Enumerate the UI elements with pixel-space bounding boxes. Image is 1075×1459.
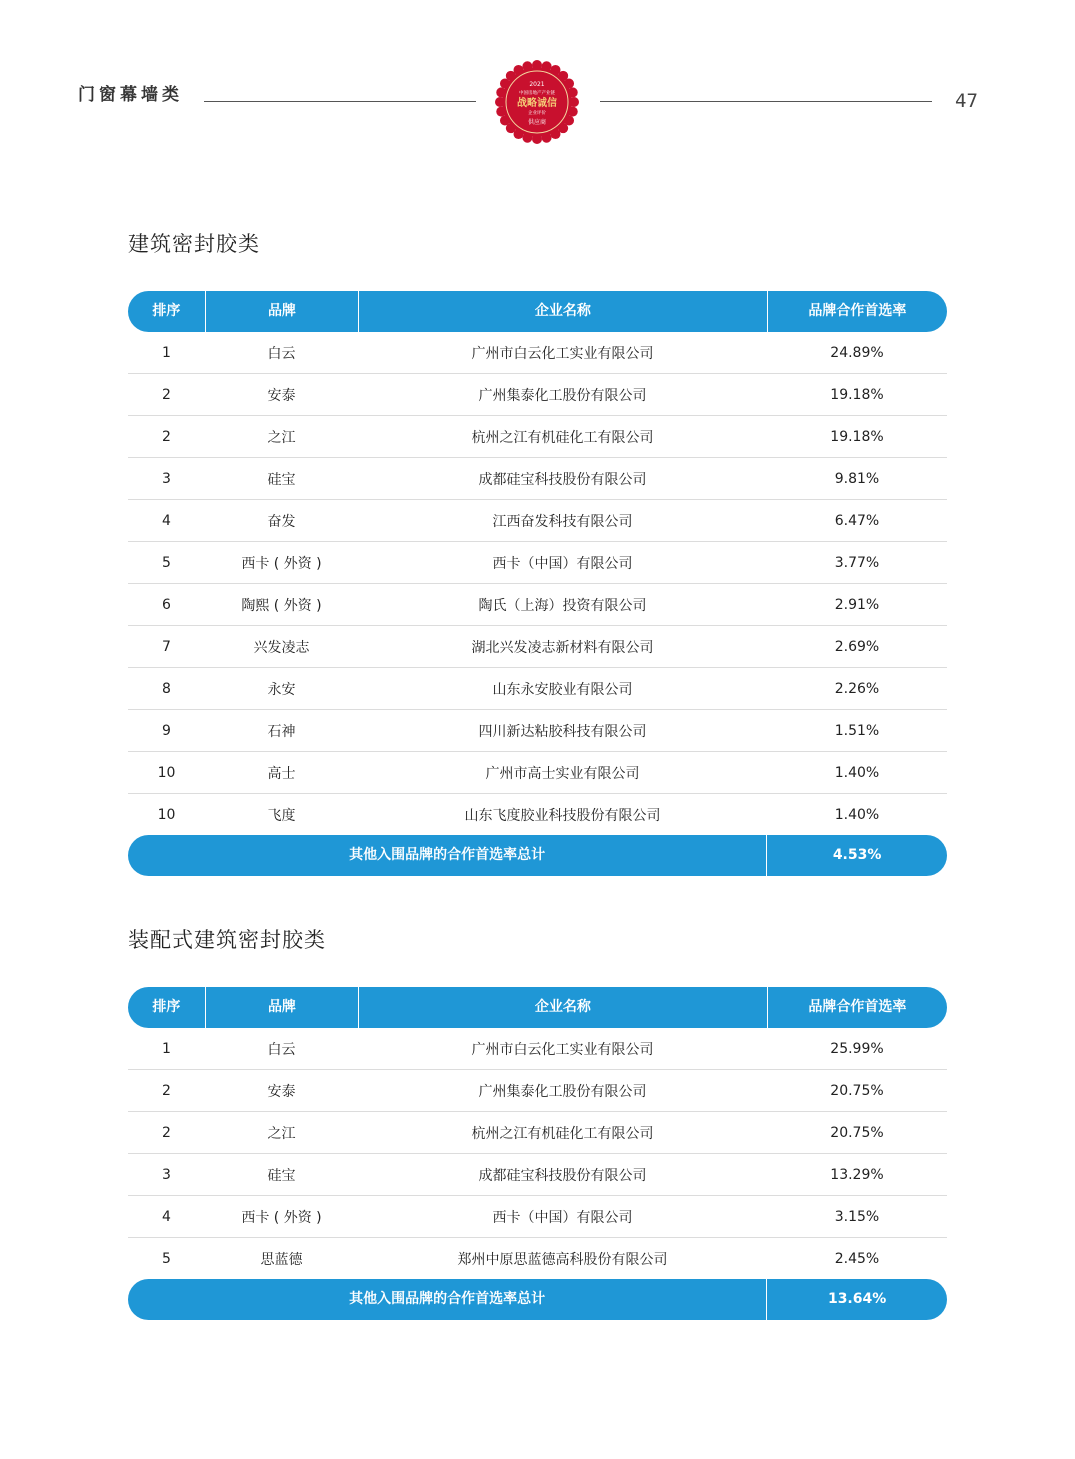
table-row	[128, 332, 947, 374]
rank-cell: 4	[162, 1208, 171, 1225]
company-cell: 山东飞度胶业科技股份有限公司	[464, 807, 661, 824]
footer-value: 4.53%	[832, 847, 882, 863]
seal-logo	[495, 60, 579, 144]
header-brand: 品牌	[206, 987, 359, 1028]
seal-year: 2021	[529, 81, 545, 88]
company-cell: 广州集泰化工股份有限公司	[478, 387, 647, 404]
brand-cell: 飞度	[267, 807, 296, 824]
brand-cell: 之江	[267, 429, 296, 446]
rate-cell: 3.77%	[834, 554, 880, 571]
rate-cell: 20.75%	[830, 1124, 884, 1141]
brand-cell: 兴发凌志	[253, 639, 310, 656]
section2-body	[128, 1028, 947, 1279]
rate-cell: 1.40%	[834, 806, 880, 823]
brand-cell: 之江	[267, 1125, 296, 1142]
brand-cell: 安泰	[267, 387, 296, 404]
rate-cell: 25.99%	[830, 1040, 884, 1057]
table-row	[128, 584, 947, 626]
rate-cell: 2.45%	[834, 1250, 880, 1267]
rate-cell: 19.18%	[830, 386, 884, 403]
rate-cell: 1.51%	[834, 722, 880, 739]
rank-cell: 10	[157, 806, 176, 823]
section1-body	[128, 332, 947, 835]
company-cell: 广州市白云化工实业有限公司	[471, 345, 654, 362]
section2-table	[128, 987, 947, 1320]
brand-cell: 陶熙 ( 外资 )	[241, 597, 322, 614]
page-number: 47	[955, 90, 978, 112]
rate-cell: 1.40%	[834, 764, 880, 781]
brand-cell: 高士	[267, 765, 296, 782]
table-row	[128, 1070, 947, 1112]
rank-cell: 10	[157, 764, 176, 781]
rank-cell: 3	[162, 1166, 171, 1183]
company-cell: 山东永安胶业有限公司	[492, 681, 633, 698]
seal-line2: 企业评价	[528, 111, 546, 116]
seal-line1: 中国房地产产业链	[519, 91, 555, 96]
rank-cell: 2	[162, 428, 171, 445]
rank-cell: 2	[162, 1124, 171, 1141]
table-row	[128, 1154, 947, 1196]
brand-cell: 永安	[267, 681, 296, 698]
section1-table	[128, 291, 947, 876]
brand-cell: 奋发	[267, 513, 296, 530]
rate-cell: 2.69%	[834, 638, 880, 655]
table-row	[128, 1238, 947, 1279]
brand-cell: 西卡 ( 外资 )	[241, 1209, 322, 1226]
header-rule-left	[204, 101, 476, 102]
rate-cell: 9.81%	[834, 470, 880, 487]
company-cell: 西卡（中国）有限公司	[492, 555, 633, 572]
seal-bottom: 供应商	[527, 119, 547, 126]
rank-cell: 6	[162, 596, 171, 613]
rank-cell: 5	[162, 1250, 171, 1267]
table-row	[128, 794, 947, 835]
rank-cell: 1	[162, 1040, 171, 1057]
rate-cell: 24.89%	[830, 344, 884, 361]
rate-cell: 2.26%	[834, 680, 880, 697]
company-cell: 成都硅宝科技股份有限公司	[478, 471, 647, 488]
header-company: 企业名称	[359, 987, 768, 1028]
rank-cell: 9	[162, 722, 171, 739]
company-cell: 郑州中原思蓝德高科股份有限公司	[457, 1251, 668, 1268]
rate-cell: 6.47%	[834, 512, 880, 529]
company-cell: 江西奋发科技有限公司	[492, 513, 633, 530]
section2-footer-row	[128, 1279, 947, 1320]
company-cell: 湖北兴发凌志新材料有限公司	[471, 639, 654, 656]
header-company: 企业名称	[359, 291, 768, 332]
table-row	[128, 542, 947, 584]
company-cell: 杭州之江有机硅化工有限公司	[471, 1125, 654, 1142]
rate-cell: 2.91%	[834, 596, 880, 613]
company-cell: 广州集泰化工股份有限公司	[478, 1083, 647, 1100]
company-cell: 西卡（中国）有限公司	[492, 1209, 633, 1226]
brand-cell: 安泰	[267, 1083, 296, 1100]
company-cell: 成都硅宝科技股份有限公司	[478, 1167, 647, 1184]
rank-cell: 8	[162, 680, 171, 697]
footer-label: 其他入围品牌的合作首选率总计	[128, 1279, 767, 1320]
section1-footer-row	[128, 835, 947, 876]
section1-header-row	[128, 291, 947, 332]
header-rule-right	[600, 101, 932, 102]
rank-cell: 3	[162, 470, 171, 487]
rate-cell: 13.29%	[830, 1166, 884, 1183]
brand-cell: 硅宝	[267, 471, 296, 488]
header-brand: 品牌	[206, 291, 359, 332]
header-category: 门窗幕墙类	[78, 85, 183, 105]
rank-cell: 7	[162, 638, 171, 655]
rank-cell: 5	[162, 554, 171, 571]
company-cell: 四川新达粘胶科技有限公司	[478, 723, 647, 740]
table-row	[128, 668, 947, 710]
seal-title: 战略诚信	[517, 98, 557, 109]
table-row	[128, 752, 947, 794]
footer-label: 其他入围品牌的合作首选率总计	[128, 835, 767, 876]
section1-title: 建筑密封胶类	[128, 232, 260, 256]
table-row	[128, 416, 947, 458]
brand-cell: 白云	[267, 345, 296, 362]
brand-cell: 白云	[267, 1041, 296, 1058]
brand-cell: 思蓝德	[260, 1251, 303, 1268]
section2-header-row	[128, 987, 947, 1028]
brand-cell: 西卡 ( 外资 )	[241, 555, 322, 572]
table-row	[128, 500, 947, 542]
rank-cell: 2	[162, 1082, 171, 1099]
table-row	[128, 1196, 947, 1238]
rate-cell: 19.18%	[830, 428, 884, 445]
company-cell: 陶氏（上海）投资有限公司	[478, 597, 647, 614]
brand-cell: 硅宝	[267, 1167, 296, 1184]
brand-cell: 石神	[267, 723, 296, 740]
header-rank: 排序	[128, 987, 206, 1028]
rate-cell: 20.75%	[830, 1082, 884, 1099]
table-row	[128, 1112, 947, 1154]
rate-cell: 3.15%	[834, 1208, 880, 1225]
table-row	[128, 710, 947, 752]
section2-title: 装配式建筑密封胶类	[128, 928, 326, 952]
table-row	[128, 1028, 947, 1070]
header-rank: 排序	[128, 291, 206, 332]
footer-value: 13.64%	[827, 1291, 887, 1307]
table-row	[128, 374, 947, 416]
company-cell: 广州市高士实业有限公司	[485, 765, 640, 782]
company-cell: 杭州之江有机硅化工有限公司	[471, 429, 654, 446]
table-row	[128, 626, 947, 668]
header-rate: 品牌合作首选率	[808, 303, 907, 319]
table-row	[128, 458, 947, 500]
company-cell: 广州市白云化工实业有限公司	[471, 1041, 654, 1058]
header-rate: 品牌合作首选率	[808, 999, 907, 1015]
rank-cell: 1	[162, 344, 171, 361]
rank-cell: 2	[162, 386, 171, 403]
rank-cell: 4	[162, 512, 171, 529]
